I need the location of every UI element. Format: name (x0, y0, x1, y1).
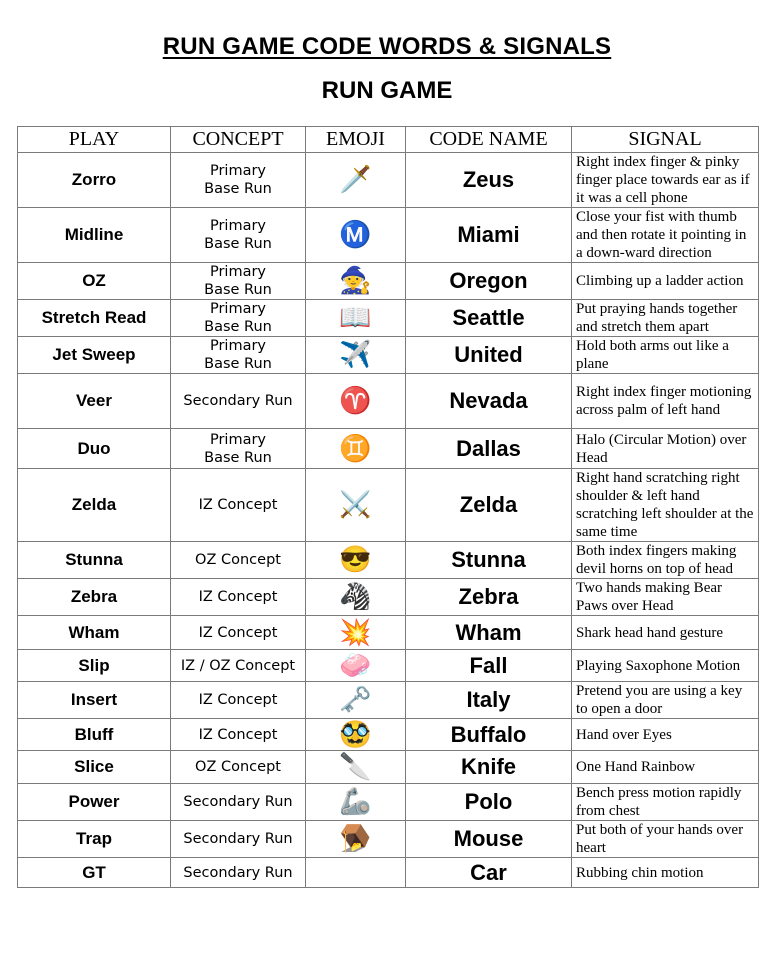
code-name-cell: Zelda (406, 469, 572, 542)
table-row (18, 429, 759, 469)
emoji-cell (306, 153, 406, 208)
code-name-cell: Mouse (406, 821, 572, 858)
aries-icon: ♈ (339, 386, 372, 415)
code-name-cell: Stunna (406, 542, 572, 579)
signal-cell: Close your fist with thumb and then rotate it pointing in a down-ward direction (572, 208, 759, 263)
table-row (18, 858, 759, 888)
concept-cell: Secondary Run (171, 784, 306, 821)
header-play: PLAY (18, 127, 171, 153)
concept-cell: IZ / OZ Concept (171, 650, 306, 682)
table-row (18, 579, 759, 616)
table-row (18, 374, 759, 429)
concept-cell: Primary Base Run (171, 429, 306, 469)
play-cell: OZ (18, 263, 171, 300)
concept-cell: Secondary Run (171, 858, 306, 888)
code-name-cell: Buffalo (406, 719, 572, 751)
table-row (18, 682, 759, 719)
knife-icon: 🔪 (339, 752, 372, 781)
emoji-cell (306, 300, 406, 337)
signal-cell: Put both of your hands over heart (572, 821, 759, 858)
signal-cell: Climbing up a ladder action (572, 263, 759, 300)
header-signal: SIGNAL (572, 127, 759, 153)
emoji-cell (306, 858, 406, 888)
concept-cell: IZ Concept (171, 469, 306, 542)
table-row (18, 616, 759, 650)
play-cell: Power (18, 784, 171, 821)
code-name-cell: Wham (406, 616, 572, 650)
concept-cell: OZ Concept (171, 751, 306, 784)
play-cell: Slice (18, 751, 171, 784)
emoji-cell (306, 263, 406, 300)
sunglasses-face-icon: 😎 (339, 545, 372, 574)
play-cell: Bluff (18, 719, 171, 751)
play-cell: Jet Sweep (18, 337, 171, 374)
header-emoji: EMOJI (306, 127, 406, 153)
play-cell: Midline (18, 208, 171, 263)
concept-cell: IZ Concept (171, 616, 306, 650)
code-name-cell: Knife (406, 751, 572, 784)
table-row (18, 263, 759, 300)
signal-cell: Playing Saxophone Motion (572, 650, 759, 682)
code-name-cell: Miami (406, 208, 572, 263)
soap-icon: 🧼 (339, 650, 372, 680)
concept-cell: IZ Concept (171, 579, 306, 616)
code-name-cell: Polo (406, 784, 572, 821)
signal-cell: Hold both arms out like a plane (572, 337, 759, 374)
code-name-cell: United (406, 337, 572, 374)
signal-cell: Pretend you are using a key to open a door (572, 682, 759, 719)
code-name-cell: Zebra (406, 579, 572, 616)
concept-cell: Secondary Run (171, 374, 306, 429)
code-name-cell: Car (406, 858, 572, 888)
emoji-cell (306, 337, 406, 374)
table-row (18, 751, 759, 784)
airplane-icon: ✈️ (339, 340, 372, 369)
signal-cell: Two hands making Bear Paws over Head (572, 579, 759, 616)
concept-cell: IZ Concept (171, 719, 306, 751)
dagger-icon: 🗡️ (339, 165, 372, 194)
header-code-name: CODE NAME (406, 127, 572, 153)
signal-cell: Right index finger & pinky finger place towards ear as if it was a cell phone (572, 153, 759, 208)
signal-cell: Shark head hand gesture (572, 616, 759, 650)
disguised-face-icon: 🥸 (339, 719, 372, 749)
table-row (18, 650, 759, 682)
signal-cell: Right index finger motioning across palm of left hand (572, 374, 759, 429)
concept-cell: Primary Base Run (171, 153, 306, 208)
play-cell: Stunna (18, 542, 171, 579)
play-cell: Zebra (18, 579, 171, 616)
play-cell: Wham (18, 616, 171, 650)
play-cell: Insert (18, 682, 171, 719)
signal-cell: Hand over Eyes (572, 719, 759, 751)
code-name-cell: Fall (406, 650, 572, 682)
concept-cell: OZ Concept (171, 542, 306, 579)
table-header-row (18, 127, 759, 153)
page-subtitle: RUN GAME (321, 77, 453, 104)
code-words-table (17, 126, 759, 888)
play-cell: Zelda (18, 469, 171, 542)
emoji-cell (306, 542, 406, 579)
emoji-cell (306, 821, 406, 858)
play-cell: Veer (18, 374, 171, 429)
crossed-swords-icon: ⚔️ (339, 490, 372, 519)
emoji-cell (306, 374, 406, 429)
code-name-cell: Seattle (406, 300, 572, 337)
signal-cell: Rubbing chin motion (572, 858, 759, 888)
table-row (18, 300, 759, 337)
play-cell: Slip (18, 650, 171, 682)
wizard-icon: 🧙 (339, 266, 372, 295)
mechanical-arm-icon: 🦾 (339, 787, 372, 816)
signal-cell: Bench press motion rapidly from chest (572, 784, 759, 821)
gemini-icon: ♊ (339, 433, 372, 463)
concept-cell: Primary Base Run (171, 300, 306, 337)
page-title: RUN GAME CODE WORDS & SIGNALS (162, 33, 612, 60)
emoji-cell (306, 751, 406, 784)
concept-cell: Primary Base Run (171, 337, 306, 374)
table-row (18, 208, 759, 263)
emoji-cell (306, 784, 406, 821)
play-cell: Duo (18, 429, 171, 469)
table-row (18, 784, 759, 821)
table-row (18, 153, 759, 208)
emoji-cell (306, 429, 406, 469)
play-cell: Zorro (18, 153, 171, 208)
collision-icon: 💥 (339, 617, 372, 647)
table-row (18, 821, 759, 858)
emoji-cell (306, 579, 406, 616)
code-name-cell: Zeus (406, 153, 572, 208)
signal-cell: One Hand Rainbow (572, 751, 759, 784)
emoji-cell (306, 650, 406, 682)
circled-m-icon: Ⓜ️ (339, 220, 372, 249)
concept-cell: Secondary Run (171, 821, 306, 858)
table-row (18, 542, 759, 579)
concept-cell: Primary Base Run (171, 208, 306, 263)
emoji-cell (306, 719, 406, 751)
table-row (18, 719, 759, 751)
emoji-cell (306, 616, 406, 650)
emoji-cell (306, 469, 406, 542)
old-key-icon: 🗝️ (339, 685, 372, 714)
table-row (18, 337, 759, 374)
play-cell: Trap (18, 821, 171, 858)
signal-cell: Both index fingers making devil horns on top of head (572, 542, 759, 579)
play-cell: Stretch Read (18, 300, 171, 337)
emoji-cell (306, 208, 406, 263)
code-name-cell: Italy (406, 682, 572, 719)
concept-cell: Primary Base Run (171, 263, 306, 300)
zebra-icon: 🦓 (339, 582, 372, 611)
mouse-trap-icon: 🪤 (339, 824, 372, 853)
code-name-cell: Oregon (406, 263, 572, 300)
table-row (18, 469, 759, 542)
emoji-cell (306, 682, 406, 719)
concept-cell: IZ Concept (171, 682, 306, 719)
signal-cell: Put praying hands together and stretch them apart (572, 300, 759, 337)
open-book-icon: 📖 (339, 303, 372, 332)
play-cell: GT (18, 858, 171, 888)
header-concept: CONCEPT (171, 127, 306, 153)
code-name-cell: Dallas (406, 429, 572, 469)
code-name-cell: Nevada (406, 374, 572, 429)
signal-cell: Halo (Circular Motion) over Head (572, 429, 759, 469)
signal-cell: Right hand scratching right shoulder & left hand scratching left shoulder at the same time (572, 469, 759, 542)
